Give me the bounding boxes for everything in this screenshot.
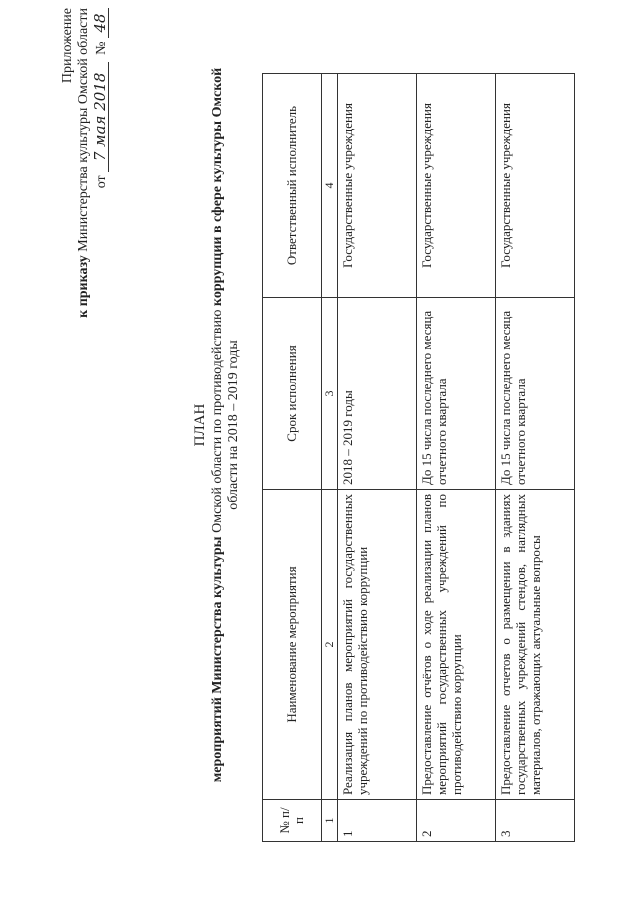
index-cell: 4 — [322, 74, 338, 298]
order-rest-text: Министерства культуры Омской области — [76, 8, 91, 256]
row-activity: Реализация планов мероприятий государственных учреждений по противодействию коррупции — [338, 490, 417, 800]
order-bold-text: к приказу — [76, 255, 91, 318]
row-number: 2 — [417, 800, 496, 842]
row-activity: Предоставление отчётов о ходе реализации планов мероприятий государственных учреждений по противодействию коррупции — [417, 490, 496, 800]
header-term: Срок исполнения — [263, 298, 322, 490]
plan-subtitle-line1 — [210, 65, 226, 785]
subtitle-bold-b: коррупции в сфере культуры Омской — [210, 67, 225, 307]
index-cell: 2 — [322, 490, 338, 800]
index-cell: 1 — [322, 800, 338, 842]
handwritten-number: 48 — [92, 8, 109, 38]
handwritten-date: 7 мая 2018 — [92, 62, 109, 172]
table-row — [338, 74, 417, 842]
subtitle-mid: Омской области по противодействию — [210, 306, 225, 537]
index-cell: 3 — [322, 298, 338, 490]
row-activity: Предоставление отчетов о размещении в зданиях государственных учреждений стендов, наглядных материалов, отражающих актуальные вопросы — [496, 490, 575, 800]
header-num: № п/п — [263, 800, 322, 842]
subtitle-bold-a: мероприятий Министерства культуры — [210, 536, 225, 783]
row-executor: Государственные учреждения — [338, 74, 417, 298]
plan-title-block — [192, 65, 242, 785]
plan-subtitle-line2: области на 2018 – 2019 годы — [226, 340, 241, 510]
row-term: До 15 числа последнего месяца отчетного квартала — [496, 298, 575, 490]
date-number-line — [92, 8, 110, 348]
order-reference-block — [60, 8, 110, 348]
appendix-label: Приложение — [60, 8, 75, 84]
plan-title: ПЛАН — [192, 403, 208, 447]
row-term: 2018 – 2019 годы — [338, 298, 417, 490]
header-name: Наименование мероприятия — [263, 490, 322, 800]
row-executor: Государственные учреждения — [496, 74, 575, 298]
number-label: № — [94, 41, 109, 55]
row-term: До 15 числа последнего месяца отчетного квартала — [417, 298, 496, 490]
order-line — [76, 8, 92, 348]
plan-table — [262, 73, 575, 842]
row-executor: Государственные учреждения — [417, 74, 496, 298]
header-executor: Ответственный исполнитель — [263, 74, 322, 298]
column-index-row — [322, 74, 338, 842]
row-number: 1 — [338, 800, 417, 842]
table-row — [417, 74, 496, 842]
table-row — [496, 74, 575, 842]
from-label: от — [94, 175, 109, 189]
table-header-row — [263, 74, 322, 842]
row-number: 3 — [496, 800, 575, 842]
